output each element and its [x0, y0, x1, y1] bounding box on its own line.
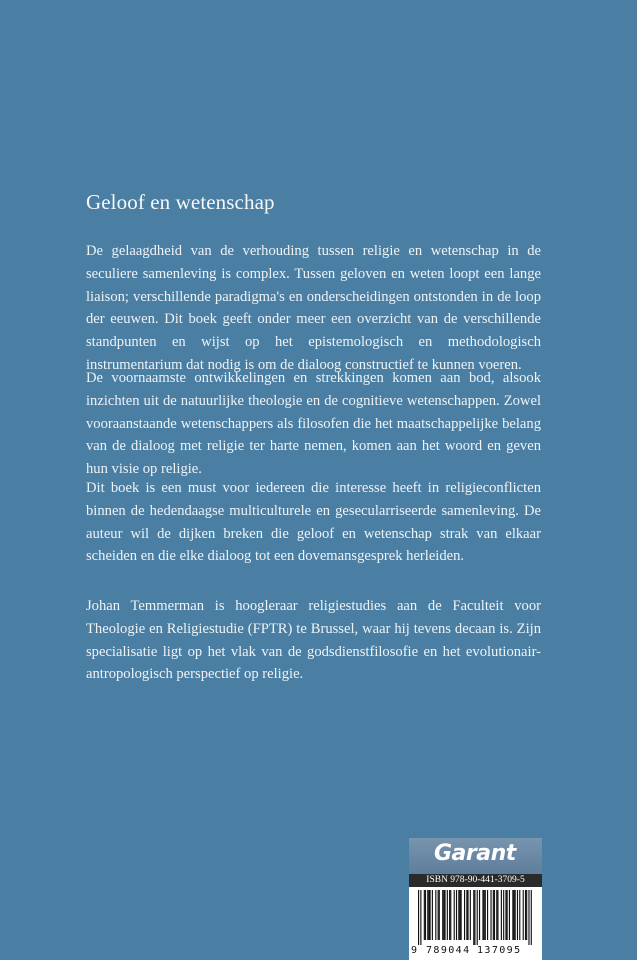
barcode-bar [427, 890, 428, 940]
barcode-bar [477, 890, 478, 945]
barcode-bar [447, 890, 448, 940]
barcode-bar [487, 890, 488, 940]
barcode-bar [439, 890, 440, 940]
description-paragraph-3: Dit boek is een must voor iedereen die interesse heeft in religieconflicten binnen de hedendaagse multiculturele en gesecularriseerde samenleving. De auteur wil de dijken breken die geloof en wetenschap strak van elkaar scheiden en die elke dialoog tot een dovemansgesprek herleiden. [86, 480, 541, 565]
barcode-bar [473, 890, 474, 945]
publisher-logo: Garant [434, 841, 516, 866]
barcode-bar [474, 890, 475, 945]
barcode-bar [420, 890, 421, 945]
barcode-bar [512, 890, 513, 940]
barcode-bar [456, 890, 457, 940]
barcode-bar [430, 890, 431, 940]
barcode-bar [443, 890, 444, 940]
barcode-bar [470, 890, 471, 940]
barcode-icon [418, 890, 533, 945]
barcode-bar [531, 890, 532, 945]
barcode-bar [496, 890, 497, 940]
barcode-bar [490, 890, 491, 940]
barcode-bar [519, 890, 520, 940]
barcode-bar [505, 890, 506, 940]
barcode-bar [467, 890, 468, 940]
publisher-logo-box [409, 838, 542, 874]
barcode-bar [444, 890, 445, 940]
barcode-bar [528, 890, 529, 945]
barcode-bar [479, 890, 480, 940]
barcode-bar [515, 890, 516, 940]
barcode-bar [523, 890, 524, 940]
back-cover-title: Geloof en wetenschap [86, 190, 275, 214]
description-paragraph-2: De voornaamste ontwikkelingen en strekkingen komen aan bod, alsook inzichten uit de natuurlijke theologie en de cognitieve wetenschappen. Zowel vooraanstaande wetenschappers als filosofen die het maatschappelijke belang van de dialoog met religie ter harte nemen, komen aan het woord en geven hun visie op religie. [86, 370, 541, 478]
barcode-bar [428, 890, 429, 940]
barcode-bar [442, 890, 443, 940]
barcode-bar [449, 890, 450, 940]
barcode-bar [507, 890, 508, 940]
barcode-bar [494, 890, 495, 940]
barcode-bar [525, 890, 526, 940]
barcode-bar [458, 890, 459, 940]
barcode-bar [493, 890, 494, 940]
author-bio: Johan Temmerman is hoogleraar religiestudies aan de Faculteit voor Theologie en Religiestudie (FPTR) te Brussel, waar hij tevens decaan is. Zijn specialisatie ligt op het vlak van de godsdienstfilosofie en het evolutionair-antropologisch perspectief op religie. [86, 598, 541, 683]
barcode-bar [509, 890, 510, 940]
barcode-block [409, 838, 542, 960]
barcode-bar [497, 890, 498, 940]
barcode-bar [526, 890, 527, 940]
barcode-bar [425, 890, 426, 940]
barcode-bar [513, 890, 514, 940]
barcode-bar [503, 890, 504, 940]
barcode-first-digit: 9 [411, 945, 419, 956]
isbn-label: ISBN 978-90-441-3709-5 [409, 874, 542, 887]
barcode-bar [501, 890, 502, 940]
barcode-bar [438, 890, 439, 940]
barcode-bar [464, 890, 465, 940]
barcode-bar [461, 890, 462, 940]
barcode-bar [432, 890, 433, 940]
barcode-bar [450, 890, 451, 940]
barcode-digits-group-1: 789044 [426, 945, 471, 956]
barcode-bar [454, 890, 455, 940]
barcode-bar [435, 890, 436, 940]
barcode-bar [484, 890, 485, 940]
barcode-bar [517, 890, 518, 940]
barcode-bar [418, 890, 419, 945]
barcode-bar [466, 890, 467, 940]
barcode-bar [459, 890, 460, 940]
barcode-bar [424, 890, 425, 940]
description-paragraph-1: De gelaagdheid van de verhouding tussen religie en wetenschap in de seculiere samenleving is complex. Tussen geloven en weten loopt een lange liaison; verschillende paradigma's en onderscheidingen ontstonden in de loop der eeuwen. Dit boek geeft onder meer een overzicht van de verschillende standpunten en wijst op het epistemologisch en methodologisch instrumentarium dat nodig is om de dialoog constructief te kunnen voeren. [86, 243, 541, 373]
barcode-bar [482, 890, 483, 940]
barcode-digits-group-2: 137095 [477, 945, 522, 956]
barcode-bar [485, 890, 486, 940]
